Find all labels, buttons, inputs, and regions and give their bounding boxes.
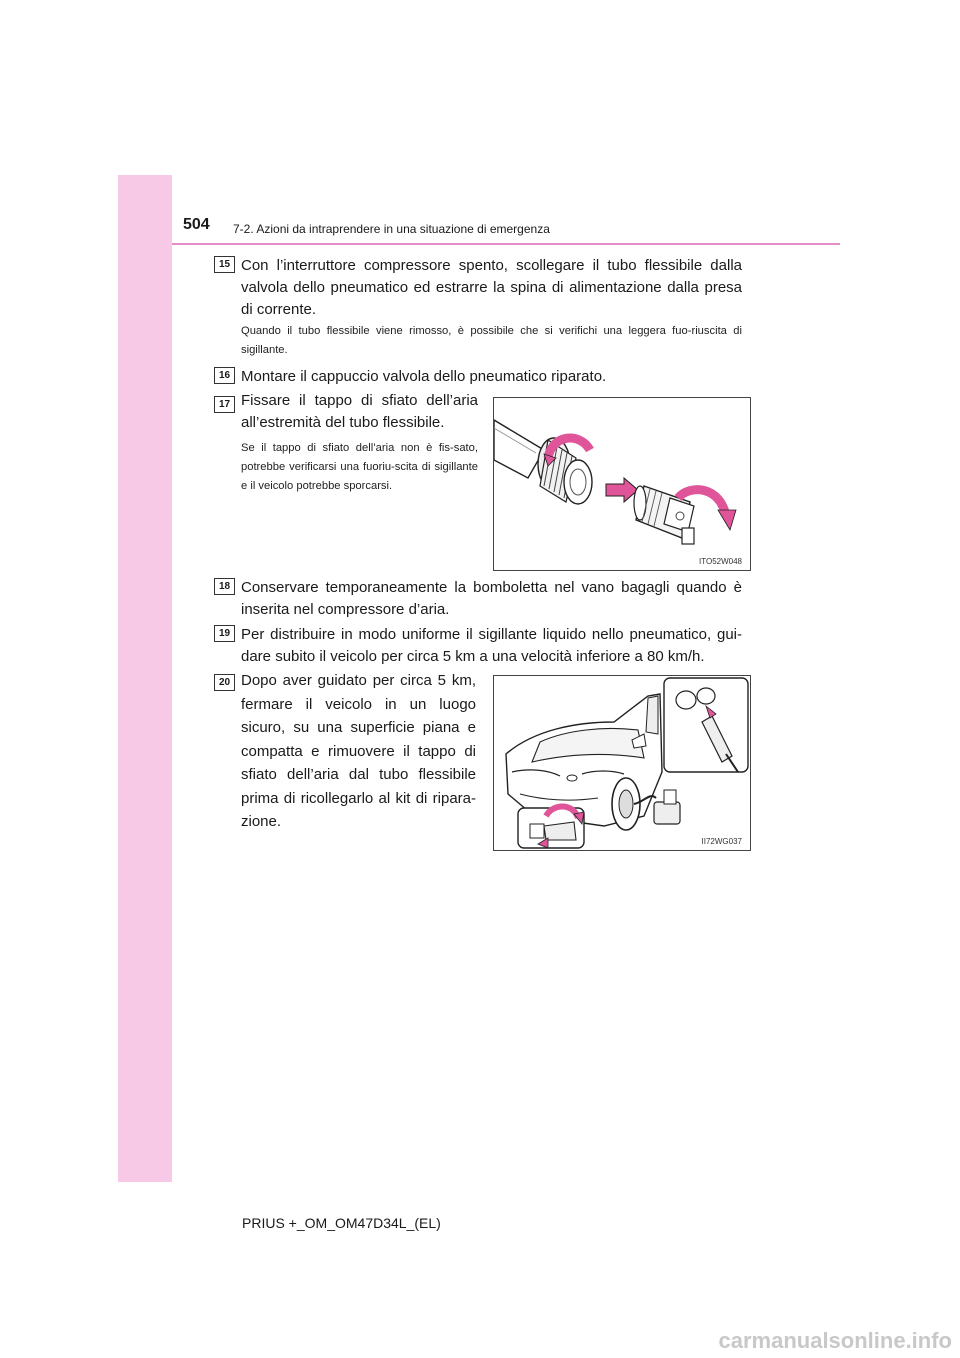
step-number-17: 17 bbox=[214, 396, 235, 413]
figure-code-2: II72WG037 bbox=[701, 837, 742, 846]
air-vent-cap-illustration bbox=[493, 397, 751, 571]
step-number-15: 15 bbox=[214, 256, 235, 273]
chapter-side-band bbox=[118, 175, 172, 1182]
document-code: PRIUS +_OM_OM47D34L_(EL) bbox=[242, 1215, 441, 1231]
step-18-text: Conservare temporaneamente la bomboletta nel vano bagagli quando è inserita nel compressore d’aria. bbox=[241, 579, 742, 618]
step-number-20: 20 bbox=[214, 674, 235, 691]
page-number: 504 bbox=[183, 216, 210, 233]
step-20-text: Dopo aver guidato per circa 5 km, fermare il veicolo in un luogo sicuro, su una superficie piana e compatta e rimuovere il tappo di sfiato dell’aria dal tubo flessibile prima di ricollegarlo al kit di ripara-zione. bbox=[241, 672, 476, 830]
watermark-text: carmanualsonline.info bbox=[718, 1328, 952, 1353]
figure-code-1: ITO52W048 bbox=[699, 557, 742, 566]
step-15-text: Con l’interruttore compressore spento, scollegare il tubo flessibile dalla valvola dello pneumatico ed estrarre la spina di alimentazione dalla presa di corrente. bbox=[241, 257, 742, 318]
step-number-18: 18 bbox=[214, 578, 235, 595]
watermark-logo bbox=[0, 1322, 960, 1358]
step-17-text: Fissare il tappo di sfiato dell’aria all’estremità del tubo flessibile. bbox=[241, 392, 478, 431]
step-19-text: Per distribuire in modo uniforme il sigillante liquido nello pneumatico, gui-dare subito il veicolo per circa 5 km a una velocità inferiore a 80 km/h. bbox=[241, 626, 742, 665]
car-repair-kit-illustration bbox=[493, 675, 751, 851]
step-number-19: 19 bbox=[214, 625, 235, 642]
step-15-note: Quando il tubo flessibile viene rimosso, è possibile che si verifichi una leggera fuo-riuscita di sigillante. bbox=[241, 325, 742, 356]
section-title: 7-2. Azioni da intraprendere in una situazione di emergenza bbox=[233, 222, 550, 236]
step-number-16: 16 bbox=[214, 367, 235, 384]
header-rule bbox=[172, 243, 840, 245]
step-17-note: Se il tappo di sfiato dell’aria non è fis-sato, potrebbe verificarsi una fuoriu-scita di sigillante e il veicolo potrebbe sporcarsi. bbox=[241, 442, 478, 492]
step-16-text: Montare il cappuccio valvola dello pneumatico riparato. bbox=[241, 368, 607, 385]
